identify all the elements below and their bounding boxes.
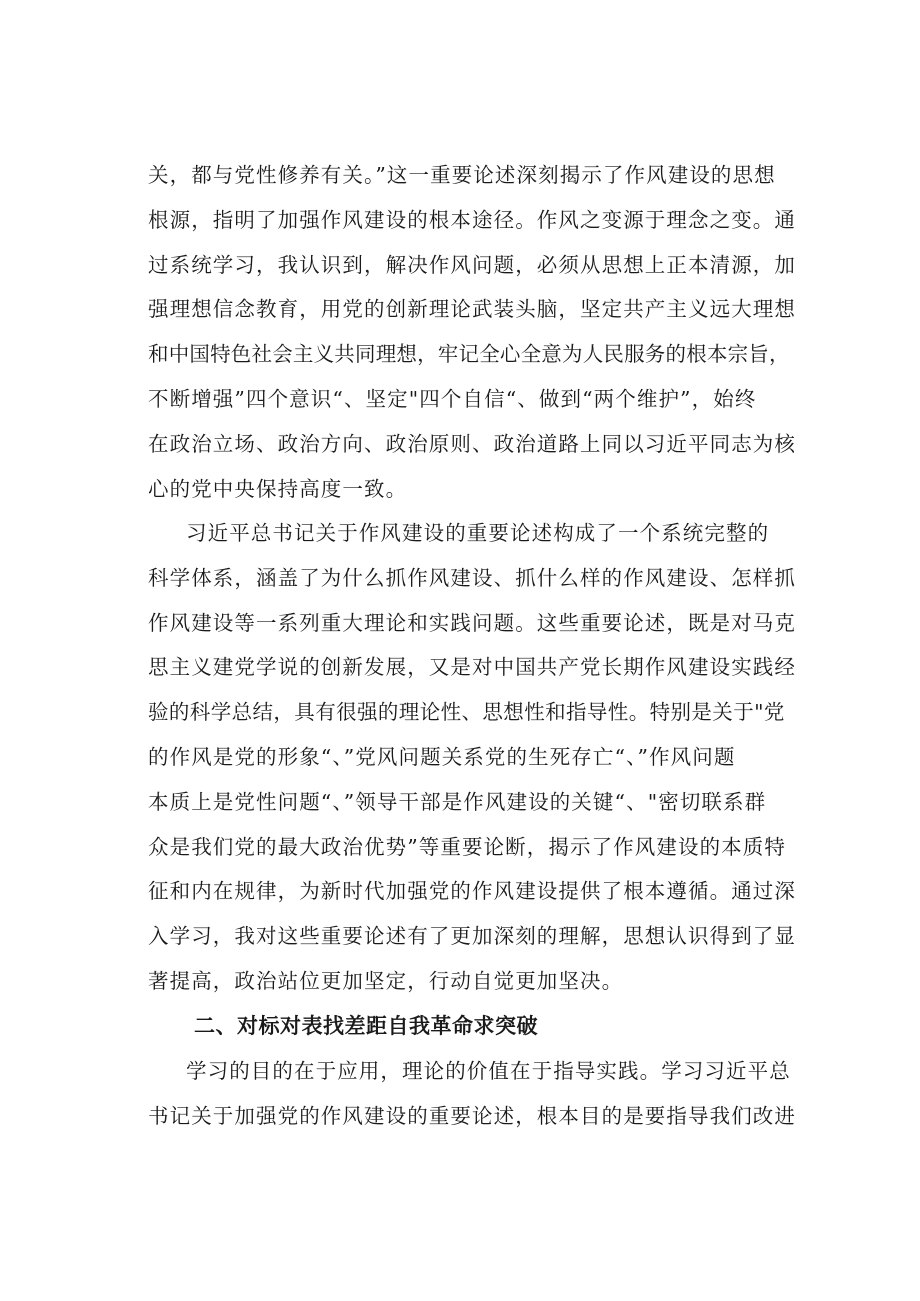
section-2 <box>148 1004 808 1138</box>
paragraph-line: 和中国特色社会主义共同理想，牢记全心全意为人民服务的根本宗旨， <box>148 342 790 367</box>
paragraph-line: 众是我们党的最大政治优势”等重要论断，揭示了作风建设的本质特 <box>148 834 786 859</box>
paragraph-line: 入学习，我对这些重要论述有了更加深刻的理解，思想认识得到了显 <box>148 924 796 949</box>
paragraph-line: 的作风是党的形象“、”党风问题关系党的生死存亡“、”作风问题 <box>148 744 736 769</box>
paragraph-line: 书记关于加强党的作风建设的重要论述，根本目的是要指导我们改进 <box>148 1103 796 1128</box>
paragraph-line: 根源，指明了加强作风建设的根本途径。作风之变源于理念之变。通 <box>148 207 796 232</box>
paragraph-line: 作风建设等一系列重大理论和实践问题。这些重要论述，既是对马克 <box>148 610 796 635</box>
paragraph-line: 思主义建党学说的创新发展，又是对中国共产党长期作风建设实践经 <box>148 655 796 680</box>
paragraph-line: 验的科学总结，具有很强的理论性、思想性和指导性。特别是关于"党 <box>148 700 785 725</box>
paragraph-line: 强理想信念教育，用党的创新理论武装头脑，坚定共产主义远大理想 <box>148 297 796 322</box>
section-heading: 二、对标对表找差距自我革命求突破 <box>194 1014 538 1038</box>
paragraph-1 <box>148 153 808 511</box>
paragraph-line: 征和内在规律，为新时代加强党的作风建设提供了根本遵循。通过深 <box>148 879 796 904</box>
paragraph-line: 习近平总书记关于作风建设的重要论述构成了一个系统完整的 <box>186 521 770 545</box>
paragraph-line: 关，都与党性修养有关。”这一重要论述深刻揭示了作风建设的思想 <box>148 163 776 187</box>
paragraph-line: 本质上是党性问题“、”领导干部是作风建设的关键“、"密切联系群 <box>148 789 767 814</box>
paragraph-line: 科学体系，涵盖了为什么抓作风建设、抓什么样的作风建设、怎样抓 <box>148 565 796 590</box>
paragraph-line: 学习的目的在于应用，理论的价值在于指导实践。学习习近平总 <box>186 1058 791 1083</box>
paragraph-line: 不断增强”四个意识“、坚定"四个自信“、做到“两个维护”，始终 <box>148 386 757 411</box>
paragraph-line: 著提高，政治站位更加坚定，行动自觉更加坚决。 <box>148 968 624 993</box>
paragraph-2 <box>148 511 808 1004</box>
paragraph-line: 过系统学习，我认识到，解决作风问题，必须从思想上正本清源，加 <box>148 252 796 277</box>
paragraph-line: 在政治立场、政治方向、政治原则、政治道路上同以习近平同志为核 <box>148 431 796 456</box>
paragraph-line: 心的党中央保持高度一致。 <box>148 476 408 501</box>
